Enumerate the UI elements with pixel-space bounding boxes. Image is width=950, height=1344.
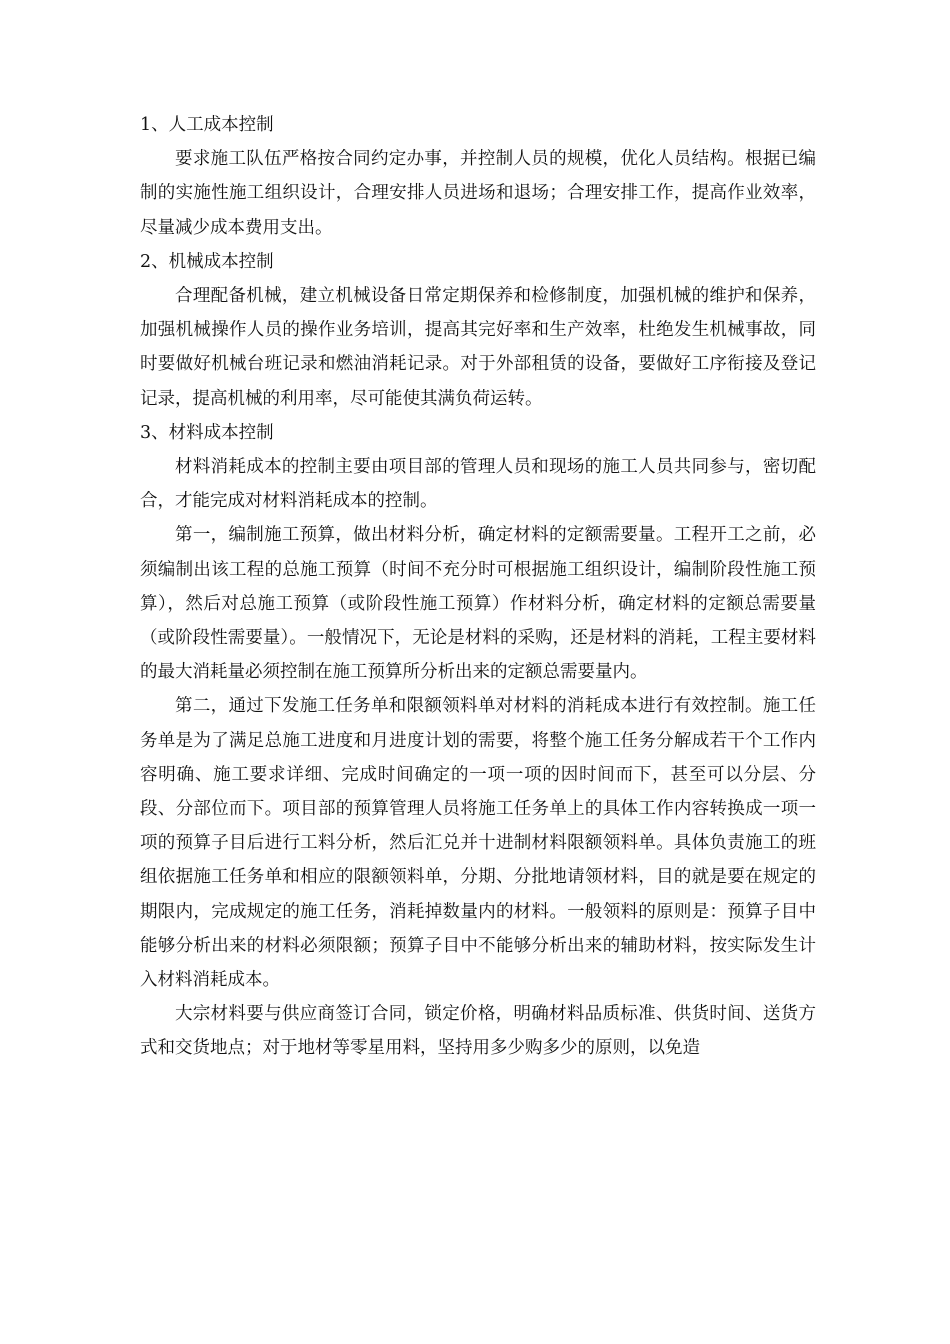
- paragraph-material-second: 第二，通过下发施工任务单和限额领料单对材料的消耗成本进行有效控制。施工任务单是为了满足总施工进度和月进度计划的需要，将整个施工任务分解成若干个工作内容明确、施工要求详细、完成时间确定的一项一项的因时间而下，甚至可以分层、分段、分部位而下。项目部的预算管理人员将施工任务单上的具体工作内容转换成一项一项的预算子目后进行工料分析，然后汇兑并十进制材料限额领料单。具体负责施工的班组依据施工任务单和相应的限额领料单，分期、分批地请领材料，目的就是要在规定的期限内，完成规定的施工任务，消耗掉数量内的材料。一般领料的原则是：预算子目中能够分析出来的材料必须限额；预算子目中不能够分析出来的辅助材料，按实际发生计入材料消耗成本。: [140, 696, 816, 991]
- section-heading-material-cost: 3、材料成本控制: [140, 422, 274, 443]
- paragraph-bulk-materials: 大宗材料要与供应商签订合同，锁定价格，明确材料品质标准、供货时间、送货方式和交货地点；对于地材等零星用料，坚持用多少购多少的原则，以免造: [140, 1004, 816, 1059]
- paragraph-material-first: 第一，编制施工预算，做出材料分析，确定材料的定额需要量。工程开工之前，必须编制出该工程的总施工预算（时间不充分时可根据施工组织设计，编制阶段性施工预算），然后对总施工预算（或阶段性施工预算）作材料分析，确定材料的定额总需要量（或阶段性需要量）。一般情况下，无论是材料的采购，还是材料的消耗，工程主要材料的最大消耗量必须控制在施工预算所分析出来的定额总需要量内。: [140, 525, 816, 683]
- paragraph-labor-cost: 要求施工队伍严格按合同约定办事，并控制人员的规模，优化人员结构。根据已编制的实施性施工组织设计，合理安排人员进场和退场；合理安排工作，提高作业效率，尽量减少成本费用支出。: [140, 149, 816, 238]
- section-heading-machinery-cost: 2、机械成本控制: [140, 251, 274, 272]
- document-body: [140, 108, 816, 1066]
- paragraph-material-intro: 材料消耗成本的控制主要由项目部的管理人员和现场的施工人员共同参与，密切配合，才能完成对材料消耗成本的控制。: [140, 457, 816, 512]
- section-heading-labor-cost: 1、人工成本控制: [140, 115, 274, 135]
- paragraph-machinery-cost: 合理配备机械，建立机械设备日常定期保养和检修制度，加强机械的维护和保养，加强机械操作人员的操作业务培训，提高其完好率和生产效率，杜绝发生机械事故，同时要做好机械台班记录和燃油消耗记录。对于外部租赁的设备，要做好工序衔接及登记记录，提高机械的利用率，尽可能使其满负荷运转。: [140, 286, 816, 409]
